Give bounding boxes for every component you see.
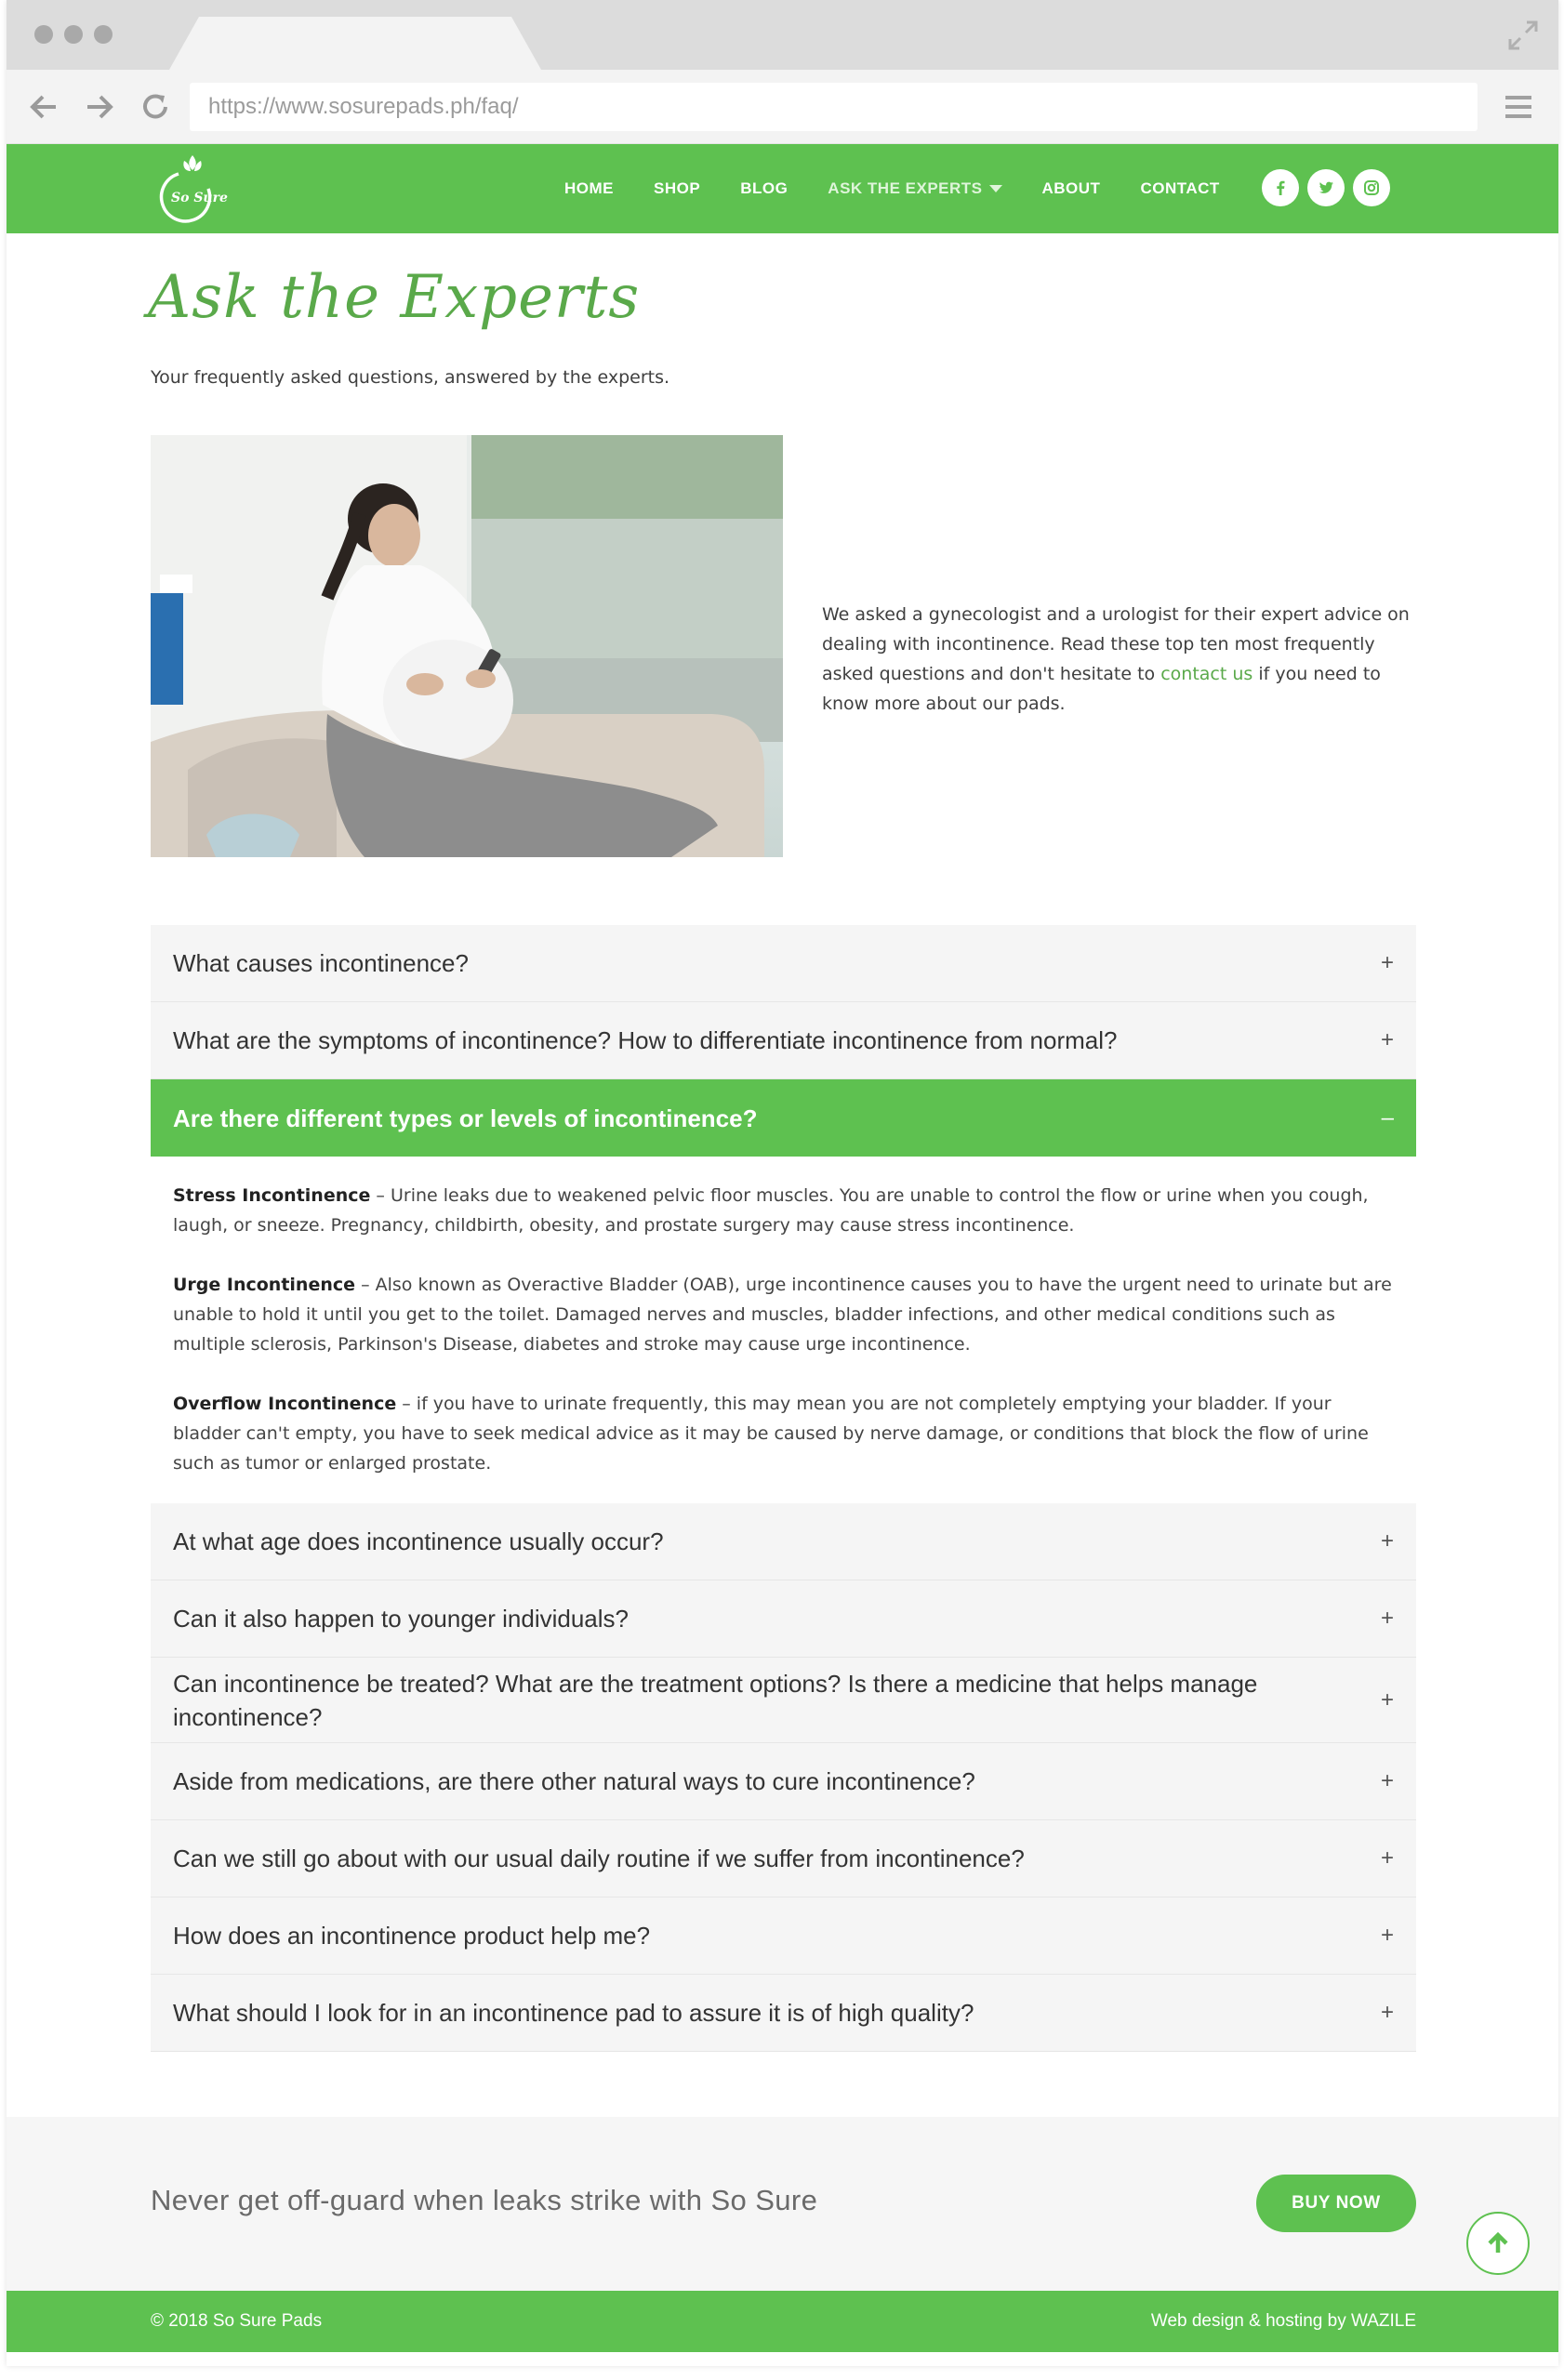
- page-title: Ask the Experts: [148, 263, 641, 332]
- faq-question: At what age does incontinence usually occur?: [173, 1527, 664, 1555]
- reload-icon: [139, 91, 171, 123]
- social-links: [1262, 169, 1398, 206]
- faq-item-10[interactable]: [151, 1975, 1416, 2052]
- browser-tab-bar: [7, 0, 1558, 70]
- footer-credit-link[interactable]: Web design & hosting by WAZILE: [1150, 2311, 1416, 2331]
- nav-ask-the-experts[interactable]: [828, 179, 1001, 198]
- faq-accordion: [151, 925, 1416, 2052]
- plus-icon: +: [1380, 1923, 1394, 1948]
- site-header: [7, 144, 1558, 233]
- intro-paragraph: [822, 600, 1426, 719]
- hamburger-menu-icon[interactable]: [1502, 90, 1535, 124]
- nav-ask-the-experts-label: ASK THE EXPERTS: [828, 179, 983, 197]
- faq-question: Can it also happen to younger individuals?: [173, 1605, 630, 1633]
- back-to-top-button[interactable]: [1466, 2212, 1530, 2275]
- faq-answer: [151, 1157, 1416, 1503]
- answer-term: Urge Incontinence: [173, 1275, 356, 1295]
- nav-about[interactable]: ABOUT: [1041, 179, 1101, 197]
- minus-icon: –: [1381, 1104, 1394, 1130]
- plus-icon: +: [1380, 1768, 1394, 1793]
- faq-item-1[interactable]: [151, 925, 1416, 1002]
- answer-paragraph-urge: [173, 1270, 1394, 1359]
- plus-icon: +: [1380, 1027, 1394, 1052]
- faq-question: Aside from medications, are there other natural ways to cure incontinence?: [173, 1767, 975, 1795]
- window-close-dot[interactable]: [34, 25, 53, 44]
- intro-text-start: We asked a gynecologist and a urologist for their expert advice on dealing with incontinence. Read these top ten most frequently asked questions and don't hesitate to: [822, 604, 1410, 684]
- faq-item-5[interactable]: [151, 1580, 1416, 1658]
- answer-text: – if you have to urinate frequently, this may mean you are not completely emptying your bladder. If your bladder can't empty, you have to seek medical advice as it may be caused by nerve damage, or conditions that block the flow of urine such as tumor or enlarged prostate.: [173, 1394, 1369, 1474]
- faq-question: What are the symptoms of incontinence? How to differentiate incontinence from normal?: [173, 1026, 1118, 1054]
- browser-tab[interactable]: [169, 17, 541, 70]
- plus-icon: +: [1380, 950, 1394, 975]
- arrow-up-icon: [1485, 2230, 1511, 2256]
- faq-item-4[interactable]: [151, 1503, 1416, 1580]
- caret-down-icon: [989, 185, 1002, 192]
- plus-icon: +: [1380, 1686, 1394, 1712]
- plus-icon: +: [1380, 1606, 1394, 1631]
- instagram-link[interactable]: [1353, 169, 1390, 206]
- faq-item-3-expanded[interactable]: [151, 1079, 1416, 1157]
- cta-section: [7, 2117, 1558, 2291]
- hero-photo-pregnant-woman: [151, 435, 783, 857]
- faq-question: Are there different types or levels of incontinence?: [173, 1104, 758, 1132]
- facebook-link[interactable]: [1262, 169, 1299, 206]
- footer-copyright: © 2018 So Sure Pads: [151, 2311, 323, 2331]
- faq-question: What should I look for in an incontinence pad to assure it is of high quality?: [173, 1999, 974, 2027]
- page-subtitle: Your frequently asked questions, answered by the experts.: [151, 367, 670, 388]
- back-button[interactable]: [25, 88, 62, 126]
- buy-now-button[interactable]: BUY NOW: [1256, 2175, 1416, 2232]
- facebook-icon: [1270, 178, 1291, 198]
- arrow-left-icon: [28, 91, 60, 123]
- faq-item-6[interactable]: [151, 1658, 1416, 1743]
- arrow-right-icon: [84, 91, 115, 123]
- answer-text: – Urine leaks due to weakened pelvic floor muscles. You are unable to control the flow or urine when you cough, laugh, or sneeze. Pregnancy, childbirth, obesity, and prostate surgery may cause stress incontinence.: [173, 1185, 1369, 1236]
- answer-term: Stress Incontinence: [173, 1185, 371, 1206]
- faq-item-2[interactable]: [151, 1002, 1416, 1079]
- contact-us-link[interactable]: contact us: [1160, 664, 1253, 684]
- intro-text-end: if you need to know more about our pads.: [822, 664, 1381, 714]
- answer-paragraph-overflow: [173, 1389, 1394, 1478]
- plus-icon: +: [1380, 2000, 1394, 2025]
- window-maximize-dot[interactable]: [94, 25, 113, 44]
- faq-item-9[interactable]: [151, 1897, 1416, 1975]
- plus-icon: +: [1380, 1528, 1394, 1554]
- nav-blog[interactable]: BLOG: [740, 179, 789, 197]
- main-nav: [564, 144, 1260, 233]
- faq-item-8[interactable]: [151, 1820, 1416, 1897]
- browser-window: [7, 0, 1558, 2366]
- browser-address-bar: [7, 70, 1558, 144]
- faq-item-7[interactable]: [151, 1743, 1416, 1820]
- cta-text: Never get off-guard when leaks strike with So Sure: [151, 2184, 818, 2216]
- forward-button[interactable]: [81, 88, 118, 126]
- faq-question: What causes incontinence?: [173, 949, 469, 977]
- faq-question: How does an incontinence product help me?: [173, 1922, 651, 1950]
- so-sure-logo[interactable]: [151, 148, 234, 231]
- logo-wordmark: So Sure: [171, 191, 228, 205]
- nav-home[interactable]: HOME: [564, 179, 614, 197]
- fullscreen-icon[interactable]: [1506, 19, 1540, 52]
- answer-text: – Also known as Overactive Bladder (OAB), urge incontinence causes you to have the urgent need to urinate but are unable to hold it until you get to the toilet. Damaged nerves and muscles, bladder infections, and other medical conditions such as multiple sclerosis, Parkinson's Disease, diabetes and stroke may cause urge incontinence.: [173, 1275, 1392, 1355]
- faq-question: Can incontinence be treated? What are the treatment options? Is there a medicine that helps manage incontinence?: [173, 1669, 1258, 1731]
- nav-shop[interactable]: SHOP: [654, 179, 701, 197]
- answer-term: Overflow Incontinence: [173, 1394, 397, 1414]
- twitter-link[interactable]: [1307, 169, 1345, 206]
- twitter-icon: [1316, 178, 1336, 198]
- instagram-icon: [1361, 178, 1382, 198]
- nav-contact[interactable]: CONTACT: [1140, 179, 1220, 197]
- site-footer: [7, 2291, 1558, 2352]
- faq-question: Can we still go about with our usual daily routine if we suffer from incontinence?: [173, 1844, 1025, 1872]
- window-minimize-dot[interactable]: [64, 25, 83, 44]
- reload-button[interactable]: [137, 88, 174, 126]
- answer-paragraph-stress: [173, 1181, 1394, 1240]
- url-field[interactable]: https://www.sosurepads.ph/faq/: [190, 83, 1478, 131]
- plus-icon: +: [1380, 1845, 1394, 1871]
